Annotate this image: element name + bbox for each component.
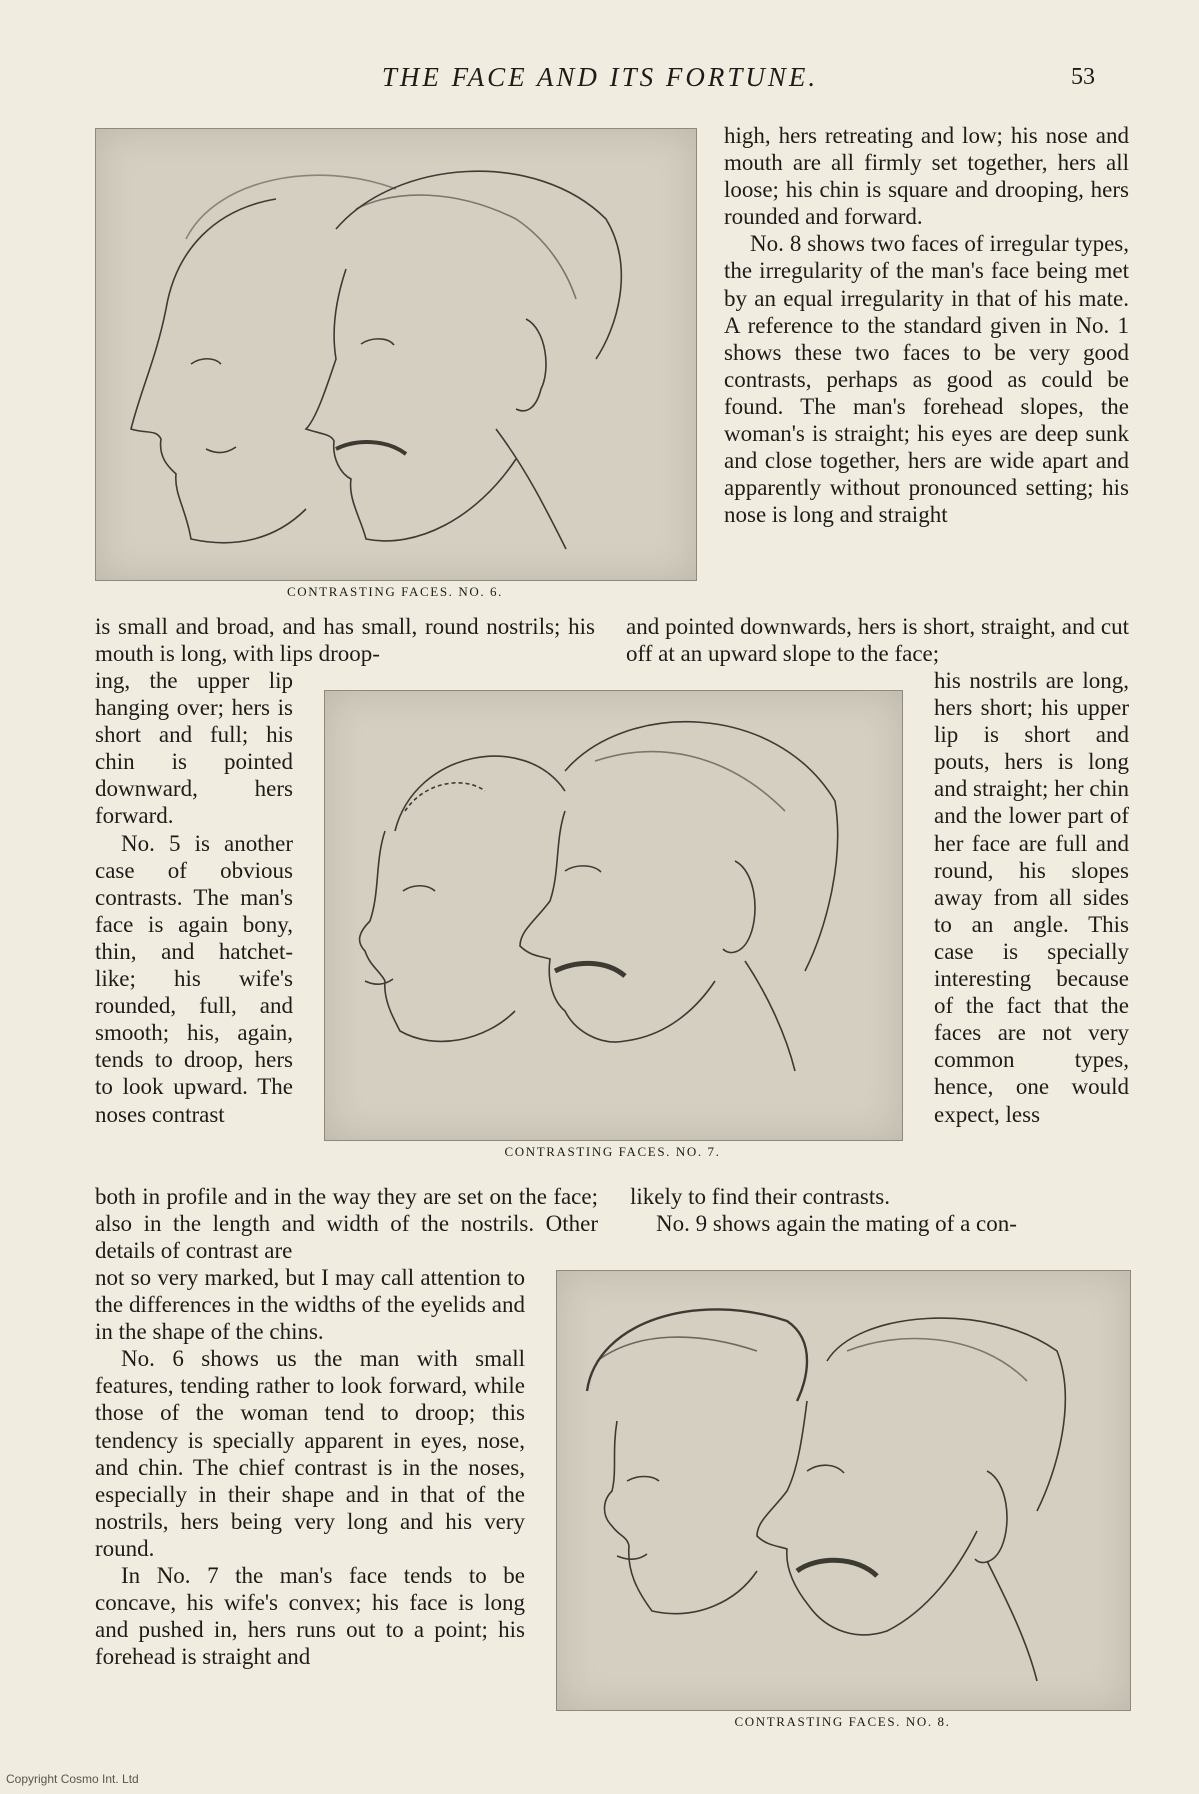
right-column-after — [630, 1183, 1129, 1237]
contrasting-faces-no6-drawing — [96, 129, 696, 580]
right-text-wide — [626, 613, 1129, 667]
figure-no6-caption: CONTRASTING FACES. NO. 6. — [287, 584, 503, 599]
paragraph-left-top-wide: is small and broad, and has small, round nostrils; his mouth is long, with lips droop- — [95, 614, 595, 667]
left-narrow-column — [95, 667, 293, 1128]
paragraph-no7: In No. 7 the man's face tends to be concave, his wife's convex; his face is long and pushed in, hers runs out to a point; his forehead is straight and — [95, 1563, 525, 1670]
figure-no7-caption: CONTRASTING FACES. NO. 7. — [504, 1144, 721, 1159]
left-column-lower — [95, 1183, 598, 1264]
figure-no8-caption: CONTRASTING FACES. NO. 8. — [734, 1714, 951, 1729]
paragraph-no5-end: not so very marked, but I may call attention to the differences in the widths of the eyelids and in the shape of the chins. — [95, 1265, 525, 1345]
left-text-wide — [95, 613, 595, 667]
paragraph-no9: No. 9 shows again the mating of a con- — [656, 1211, 1017, 1237]
figure-no7-image — [324, 690, 903, 1141]
figure-no6-image — [95, 128, 697, 581]
paragraph-no5-cont: both in profile and in the way they are set on the face; also in the length and width of the nostrils. Other details of contrast are — [95, 1184, 598, 1264]
running-title: THE FACE AND ITS FORTUNE. — [381, 62, 819, 92]
right-column-top — [724, 122, 1129, 528]
page-number: 53 — [1071, 64, 1095, 90]
paragraph-no6: No. 6 shows us the man with small features, tending rather to look forward, while those of the woman tend to droop; this tendency is specially apparent in eyes, nose, and chin. The chief contrast is in the noses, especially in their shape and in that of the nostrils, hers being very long and his very round. — [95, 1346, 525, 1561]
paragraph-right-after: likely to find their contrasts. — [630, 1184, 890, 1209]
paragraph-right-top: high, hers retreating and low; his nose and mouth are all firmly set together, hers all loose; his chin is square and drooping, hers rounded and forward. — [724, 123, 1129, 230]
figure-no8-image — [556, 1270, 1131, 1711]
contrasting-faces-no7-drawing — [325, 691, 902, 1140]
page-header — [95, 62, 1135, 102]
right-narrow-column — [934, 667, 1129, 1128]
paragraph-left-narrow-cont: ing, the upper lip hanging over; hers is short and full; his chin is pointed downward, hers forward. — [95, 668, 293, 829]
contrasting-faces-no8-drawing — [557, 1271, 1130, 1710]
paragraph-right-mid-wide: and pointed downwards, hers is short, straight, and cut off at an upward slope to the face; — [626, 614, 1129, 667]
paragraph-no5-start: No. 5 is another case of obvious contrasts. The man's face is again bony, thin, and hatchet-like; his wife's rounded, full, and smooth; his, again, tends to droop, hers to look upward. The noses contrast — [95, 830, 293, 1127]
left-column-narrowed — [95, 1264, 525, 1670]
paragraph-no8: No. 8 shows two faces of irregular types, the irregularity of the man's face being met by an equal irregularity in that of his mate. A reference to the standard given in No. 1 shows these two faces to be very good contrasts, perhaps as good as could be found. The man's forehead slopes, the woman's is straight; his eyes are deep sunk and close together, hers are wide apart and apparently without pronounced setting; his nose is long and straight — [724, 231, 1129, 528]
copyright-footer: Copyright Cosmo Int. Ltd — [6, 1772, 139, 1786]
paragraph-right-narrow: his nostrils are long, hers short; his upper lip is short and pouts, hers is long and straight; her chin and the lower part of her face are full and round, his slopes away from all sides to an angle. This case is specially interesting because of the fact that the faces are not very common types, hence, one would expect, less — [934, 668, 1129, 1127]
